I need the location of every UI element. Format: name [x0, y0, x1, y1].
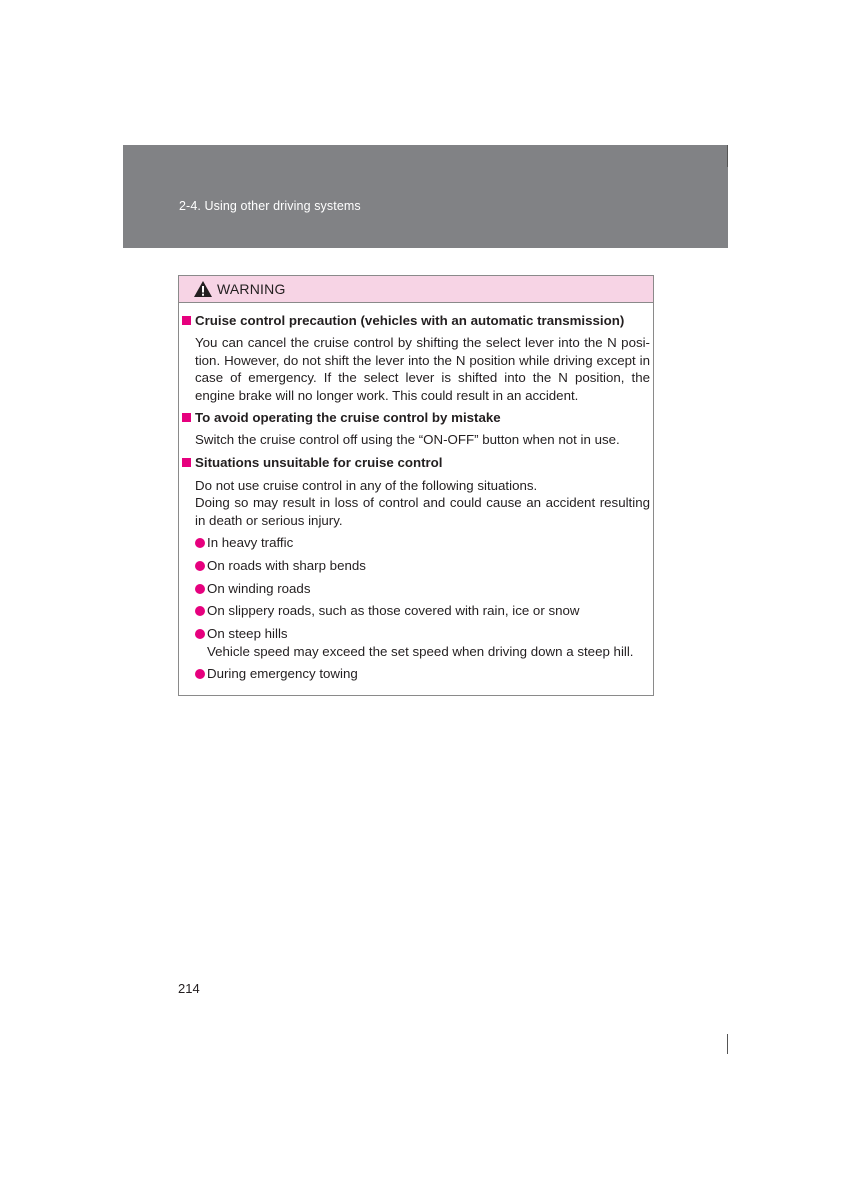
list-item-text: On roads with sharp bends — [207, 558, 366, 573]
round-bullet-icon — [195, 629, 205, 639]
warning-header — [179, 276, 653, 303]
list-item — [195, 580, 310, 598]
warning-box — [178, 275, 654, 696]
round-bullet-icon — [195, 538, 205, 548]
warning-triangle-icon — [193, 280, 213, 298]
section-heading-text: Situations unsuitable for cruise control — [195, 455, 443, 470]
round-bullet-icon — [195, 584, 205, 594]
list-item-text: On steep hills — [207, 626, 288, 641]
section-heading-cruise-precaution — [182, 312, 624, 329]
section-heading-avoid-mistake — [182, 409, 501, 426]
round-bullet-icon — [195, 669, 205, 679]
list-item — [195, 534, 293, 552]
section-header-band — [123, 145, 728, 248]
list-item-note: Vehicle speed may exceed the set speed when driving down a steep hill. — [207, 643, 634, 659]
square-bullet-icon — [182, 316, 191, 325]
round-bullet-icon — [195, 561, 205, 571]
list-item — [195, 602, 580, 620]
section-paragraph: You can cancel the cruise control by shifting the select lever into the N posi-tion. However, do not shift the lever into the N position while driving except in case of emergency. If the select lever is shifted into the N position, the engine brake will no longer work. This could result in an accident. — [195, 335, 650, 403]
section-paragraph: Switch the cruise control off using the “ON-OFF” button when not in use. — [195, 432, 620, 447]
page-number: 214 — [178, 981, 200, 996]
square-bullet-icon — [182, 413, 191, 422]
list-item-text: During emergency towing — [207, 666, 358, 681]
list-item — [195, 625, 634, 660]
section-title: 2-4. Using other driving systems — [179, 199, 361, 213]
section-heading-text: Cruise control precaution (vehicles with an automatic transmission) — [195, 313, 625, 328]
section-heading-text: To avoid operating the cruise control by mistake — [195, 410, 501, 425]
list-item-text: In heavy traffic — [207, 535, 294, 550]
header-edge-mark — [727, 145, 728, 167]
list-item — [195, 557, 366, 575]
section-paragraph-line2: Doing so may result in loss of control and could cause an accident resulting in death or serious injury. — [195, 495, 650, 528]
list-item — [195, 665, 358, 683]
warning-label: WARNING — [217, 281, 286, 297]
section-paragraph-line1: Do not use cruise control in any of the following situations. — [195, 478, 538, 493]
list-item-text: On slippery roads, such as those covered with rain, ice or snow — [207, 603, 580, 618]
square-bullet-icon — [182, 458, 191, 467]
thumb-edge-mark — [727, 1034, 728, 1054]
round-bullet-icon — [195, 606, 205, 616]
list-item-text: On winding roads — [207, 581, 311, 596]
section-heading-unsuitable-situations — [182, 454, 443, 471]
